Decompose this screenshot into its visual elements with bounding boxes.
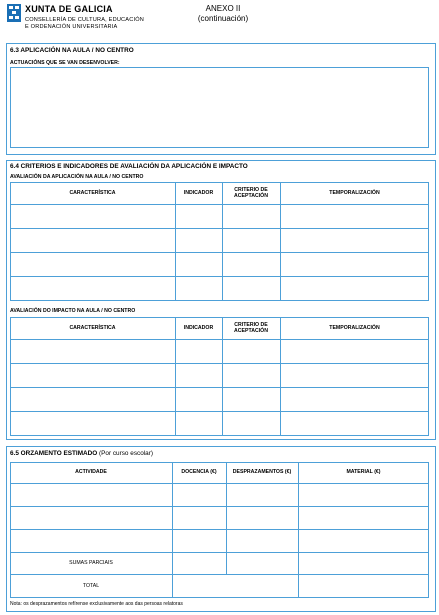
- actuacions-textarea[interactable]: [10, 67, 429, 148]
- section-6-3-title: 6.3 APLICACIÓN NA AULA / NO CENTRO: [10, 47, 134, 54]
- sumas-parciais-label: SUMAS PARCIAIS: [69, 559, 113, 566]
- col-header-indicador: INDICADOR: [183, 189, 214, 196]
- logo-ministry-line1: CONSELLERÍA DE CULTURA, EDUCACIÓN: [25, 17, 145, 23]
- col-header-indicador: INDICADOR: [183, 324, 214, 331]
- anexo-continuation: (continuación): [197, 14, 249, 23]
- section-6-4-title: 6.4 CRITERIOS E INDICADORES DE AVALIACIÓN DA APLICACIÓN E IMPACTO: [10, 163, 248, 170]
- col-header-actividade: ACTIVIDADE: [75, 469, 107, 476]
- col-header-caracteristica: CARACTERÍSTICA: [69, 324, 116, 331]
- col-header-temporalizacion: TEMPORALIZACIÓN: [329, 324, 380, 331]
- total-label: TOTAL: [82, 582, 100, 589]
- col-header-criterio: CRITERIO DE ACEPTACIÓN: [234, 321, 268, 334]
- logo-ministry-line2: E ORDENACIÓN UNIVERSITARIA: [25, 24, 118, 30]
- col-header-docencia: DOCENCIA (€): [181, 469, 217, 476]
- footnote: Nota: os desprazamentos refírense exclusivamente aos das persoas relatoras: [10, 601, 183, 607]
- col-header-desprazamentos: DESPRAZAMENTOS (€): [232, 469, 292, 476]
- xunta-logo-emblem: [7, 4, 21, 22]
- table2-label: AVALIACIÓN DO IMPACTO NA AULA / NO CENTRO: [10, 308, 136, 314]
- anexo-title: ANEXO II: [205, 4, 241, 13]
- table1-label: AVALIACIÓN DA APLICACIÓN NA AULA / NO CENTRO: [10, 174, 144, 180]
- col-header-material: MATERIAL (€): [346, 469, 381, 476]
- col-header-criterio: CRITERIO DE ACEPTACIÓN: [234, 186, 268, 199]
- logo-name: XUNTA DE GALICIA: [25, 4, 113, 14]
- section-6-5-title: 6.5 ORZAMENTO ESTIMADO (Por curso escolar): [10, 450, 153, 457]
- col-header-caracteristica: CARACTERÍSTICA: [69, 189, 116, 196]
- actuacions-label: ACTUACIÓNS QUE SE VAN DESENVOLVER:: [10, 60, 120, 66]
- col-header-temporalizacion: TEMPORALIZACIÓN: [329, 189, 380, 196]
